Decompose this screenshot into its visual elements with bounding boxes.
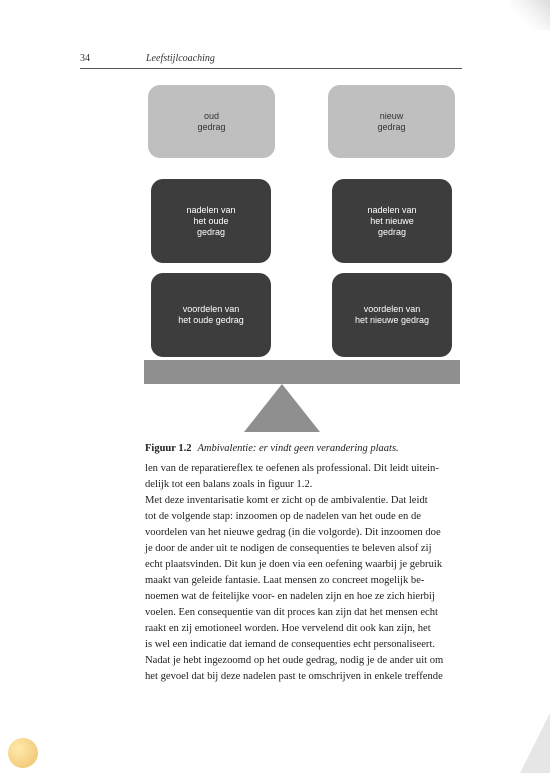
- caption-text: Ambivalentie: er vindt geen verandering plaats.: [197, 443, 399, 454]
- box-oud-gedrag-label: oud gedrag: [197, 110, 226, 132]
- text-line: delijk tot een balans zoals in figuur 1.2.: [145, 479, 313, 490]
- watermark-logo: [8, 738, 38, 768]
- text-line: het gevoel dat bij deze nadelen past te omschrijven in enkele treffende: [145, 671, 443, 682]
- box-nadelen-oud: [151, 179, 271, 263]
- box-nadelen-oud-label: nadelen van het oude gedrag: [186, 204, 236, 237]
- text-line: len van de reparatiereflex te oefenen als professional. Dit leidt uitein-: [145, 463, 439, 474]
- figure-caption: [145, 443, 399, 454]
- body-text: [145, 461, 465, 685]
- page-curl-top: [510, 0, 550, 30]
- running-head: [80, 50, 462, 69]
- text-line: is wel een indicatie dat iemand de consequenties echt personaliseert.: [145, 639, 436, 650]
- text-line: voelen. Een consequentie van dit proces kan zijn dat het mensen echt: [145, 607, 438, 618]
- box-voordelen-nieuw-label: voordelen van het nieuwe gedrag: [354, 304, 430, 325]
- text-line: Met deze inventarisatie komt er zicht op de ambivalentie. Dat leidt: [145, 495, 428, 506]
- caption-label: Figuur 1.2: [145, 443, 192, 454]
- box-nadelen-nieuw: [332, 179, 452, 263]
- running-title: Leefstijlcoaching: [146, 53, 215, 64]
- text-line: je door de ander uit te nodigen de consequenties te beleven alsof zij: [145, 543, 432, 554]
- box-voordelen-nieuw: [332, 273, 452, 357]
- box-nieuw-gedrag: [328, 85, 455, 158]
- text-line: echt plaatsvinden. Dit kun je doen via een oefening waarbij je gebruik: [145, 559, 443, 570]
- page-curl-bottom: [520, 713, 550, 773]
- page-number: 34: [80, 53, 90, 64]
- text-line: tot de volgende stap: inzoomen op de nadelen van het oude en de: [145, 511, 421, 522]
- box-voordelen-oud-label: voordelen van het oude gedrag: [178, 304, 244, 325]
- box-oud-gedrag: [148, 85, 275, 158]
- text-line: maakt van geleide fantasie. Laat mensen zo concreet mogelijk be-: [145, 575, 425, 586]
- text-line: raakt en zij emotioneel worden. Hoe vervelend dit ook kan zijn, het: [145, 623, 431, 634]
- balance-fulcrum: [244, 384, 320, 432]
- text-line: noemen wat de feitelijke voor- en nadelen zijn en hoe ze zich hierbij: [145, 591, 435, 602]
- box-nadelen-nieuw-label: nadelen van het nieuwe gedrag: [367, 204, 417, 237]
- text-line: Nadat je hebt ingezoomd op het oude gedrag, nodig je de ander uit om: [145, 655, 444, 666]
- box-nieuw-gedrag-label: nieuw gedrag: [377, 110, 406, 132]
- balance-beam: [144, 360, 460, 384]
- box-voordelen-oud: [151, 273, 271, 357]
- text-line: voordelen van het nieuwe gedrag (in die volgorde). Dit inzoomen doe: [145, 527, 441, 538]
